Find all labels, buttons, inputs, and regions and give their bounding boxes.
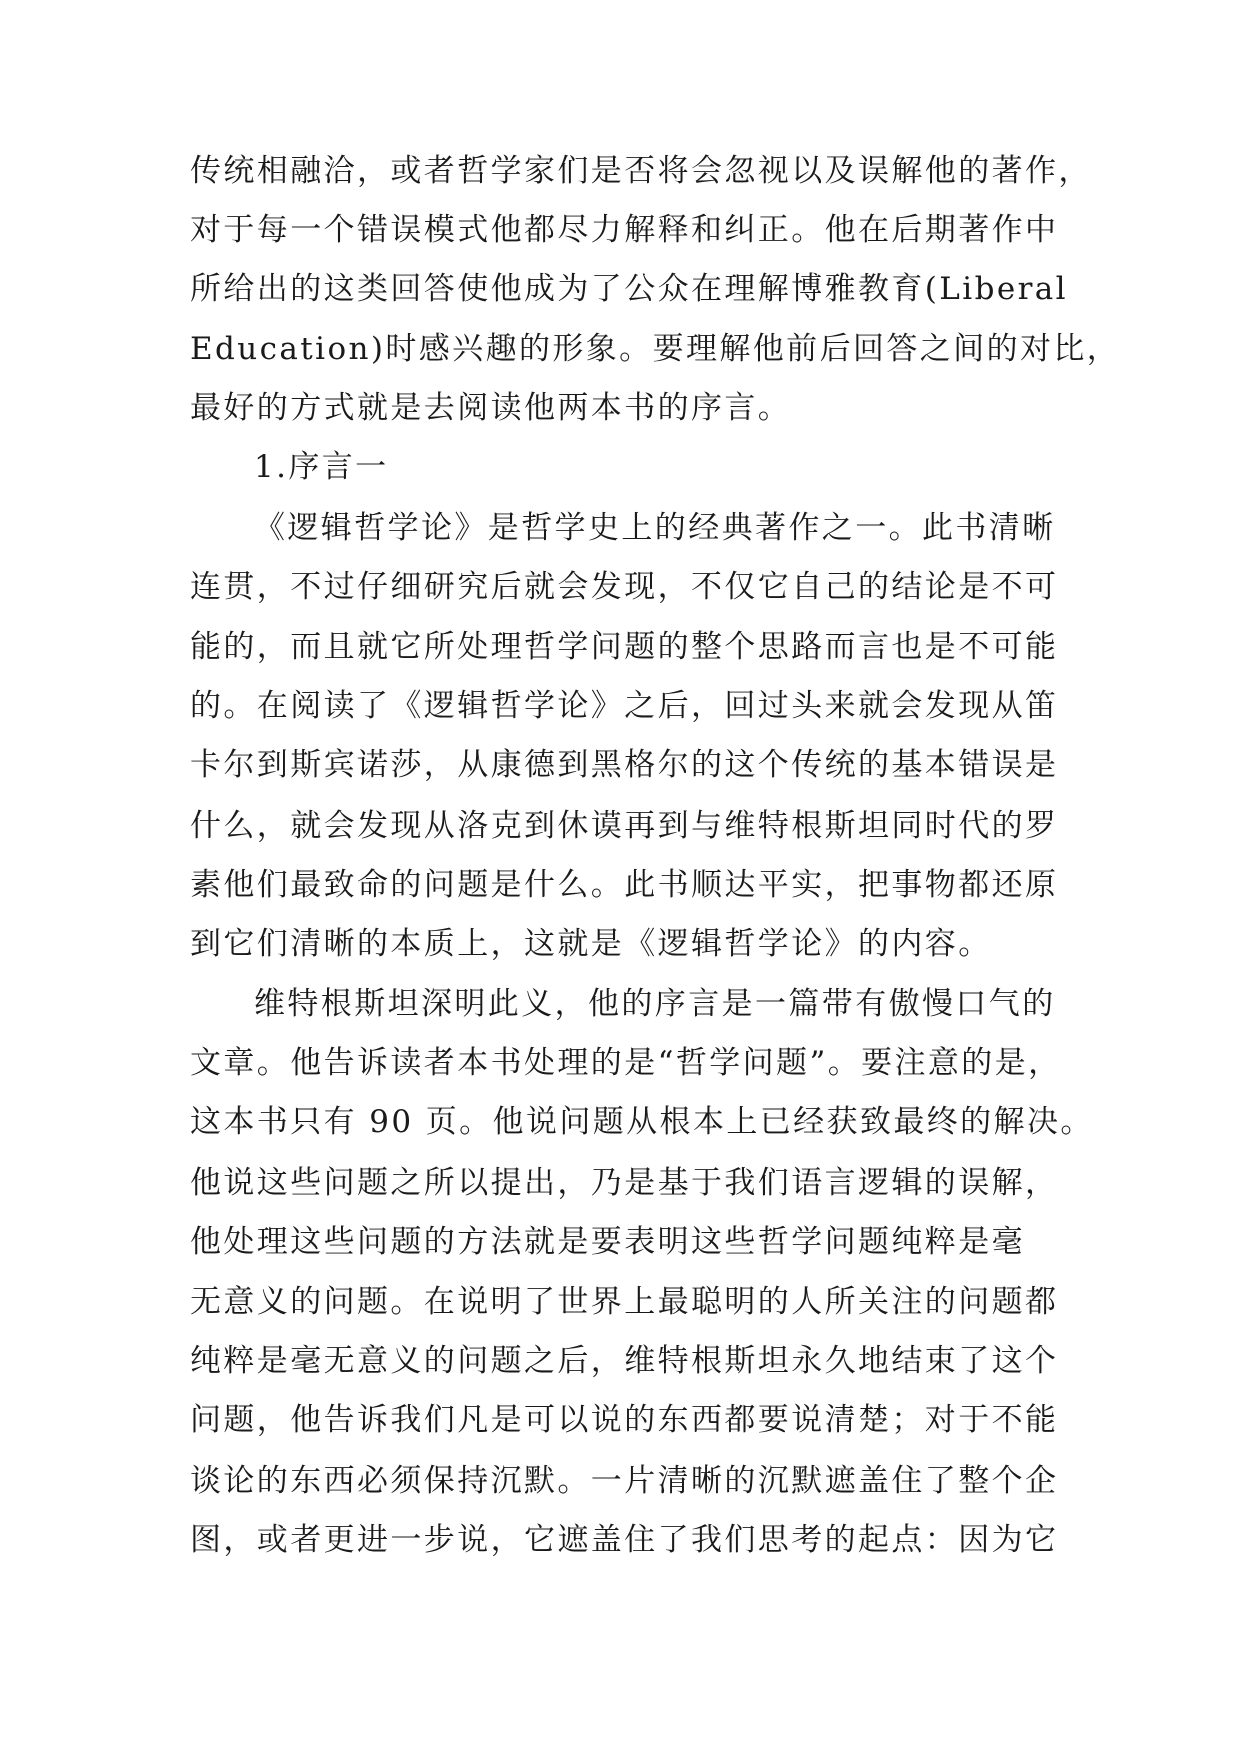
text-line: 谈论的东西必须保持沉默。一片清晰的沉默遮盖住了整个企	[190, 1463, 1059, 1499]
text-line: 文章。他告诉读者本书处理的是“哲学问题”。要注意的是，	[190, 1045, 1062, 1081]
text-line: 问题，他告诉我们凡是可以说的东西都要说清楚；对于不能	[190, 1402, 1059, 1438]
text-line: 所给出的这类回答使他成为了公众在理解博雅教育(Liberal	[190, 271, 1068, 307]
text-line: 卡尔到斯宾诺莎，从康德到黑格尔的这个传统的基本错误是	[190, 747, 1059, 783]
text-line: 无意义的问题。在说明了世界上最聪明的人所关注的问题都	[190, 1284, 1059, 1320]
text-line: 传统相融洽，或者哲学家们是否将会忽视以及误解他的著作，	[190, 153, 1092, 189]
text-line: 到它们清晰的本质上，这就是《逻辑哲学论》的内容。	[190, 926, 992, 962]
text-line: Education)时感兴趣的形象。要理解他前后回答之间的对比，	[190, 331, 1121, 367]
text-line: 的。在阅读了《逻辑哲学论》之后，回过头来就会发现从笛	[190, 688, 1059, 724]
text-line: 他说这些问题之所以提出，乃是基于我们语言逻辑的误解，	[190, 1165, 1059, 1201]
text-line: 对于每一个错误模式他都尽力解释和纠正。他在后期著作中	[190, 212, 1059, 248]
text-line: 《逻辑哲学论》是哲学史上的经典著作之一。此书清晰	[254, 510, 1056, 546]
text-line: 图，或者更进一步说，它遮盖住了我们思考的起点：因为它	[190, 1522, 1059, 1558]
text-line: 这本书只有 90 页。他说问题从根本上已经获致最终的解决。	[190, 1104, 1094, 1140]
text-line: 什么，就会发现从洛克到休谟再到与维特根斯坦同时代的罗	[190, 808, 1059, 844]
text-line: 能的，而且就它所处理哲学问题的整个思路而言也是不可能	[190, 629, 1059, 665]
text-line: 纯粹是毫无意义的问题之后，维特根斯坦永久地结束了这个	[190, 1343, 1059, 1379]
text-line: 连贯，不过仔细研究后就会发现，不仅它自己的结论是不可	[190, 569, 1059, 605]
text-line: 最好的方式就是去阅读他两本书的序言。	[190, 390, 792, 426]
text-line: 维特根斯坦深明此义，他的序言是一篇带有傲慢口气的	[254, 986, 1056, 1022]
text-line: 素他们最致命的问题是什么。此书顺达平实，把事物都还原	[190, 867, 1059, 903]
section-heading: 1.序言一	[254, 449, 389, 485]
text-line: 他处理这些问题的方法就是要表明这些哲学问题纯粹是毫	[190, 1224, 1025, 1260]
